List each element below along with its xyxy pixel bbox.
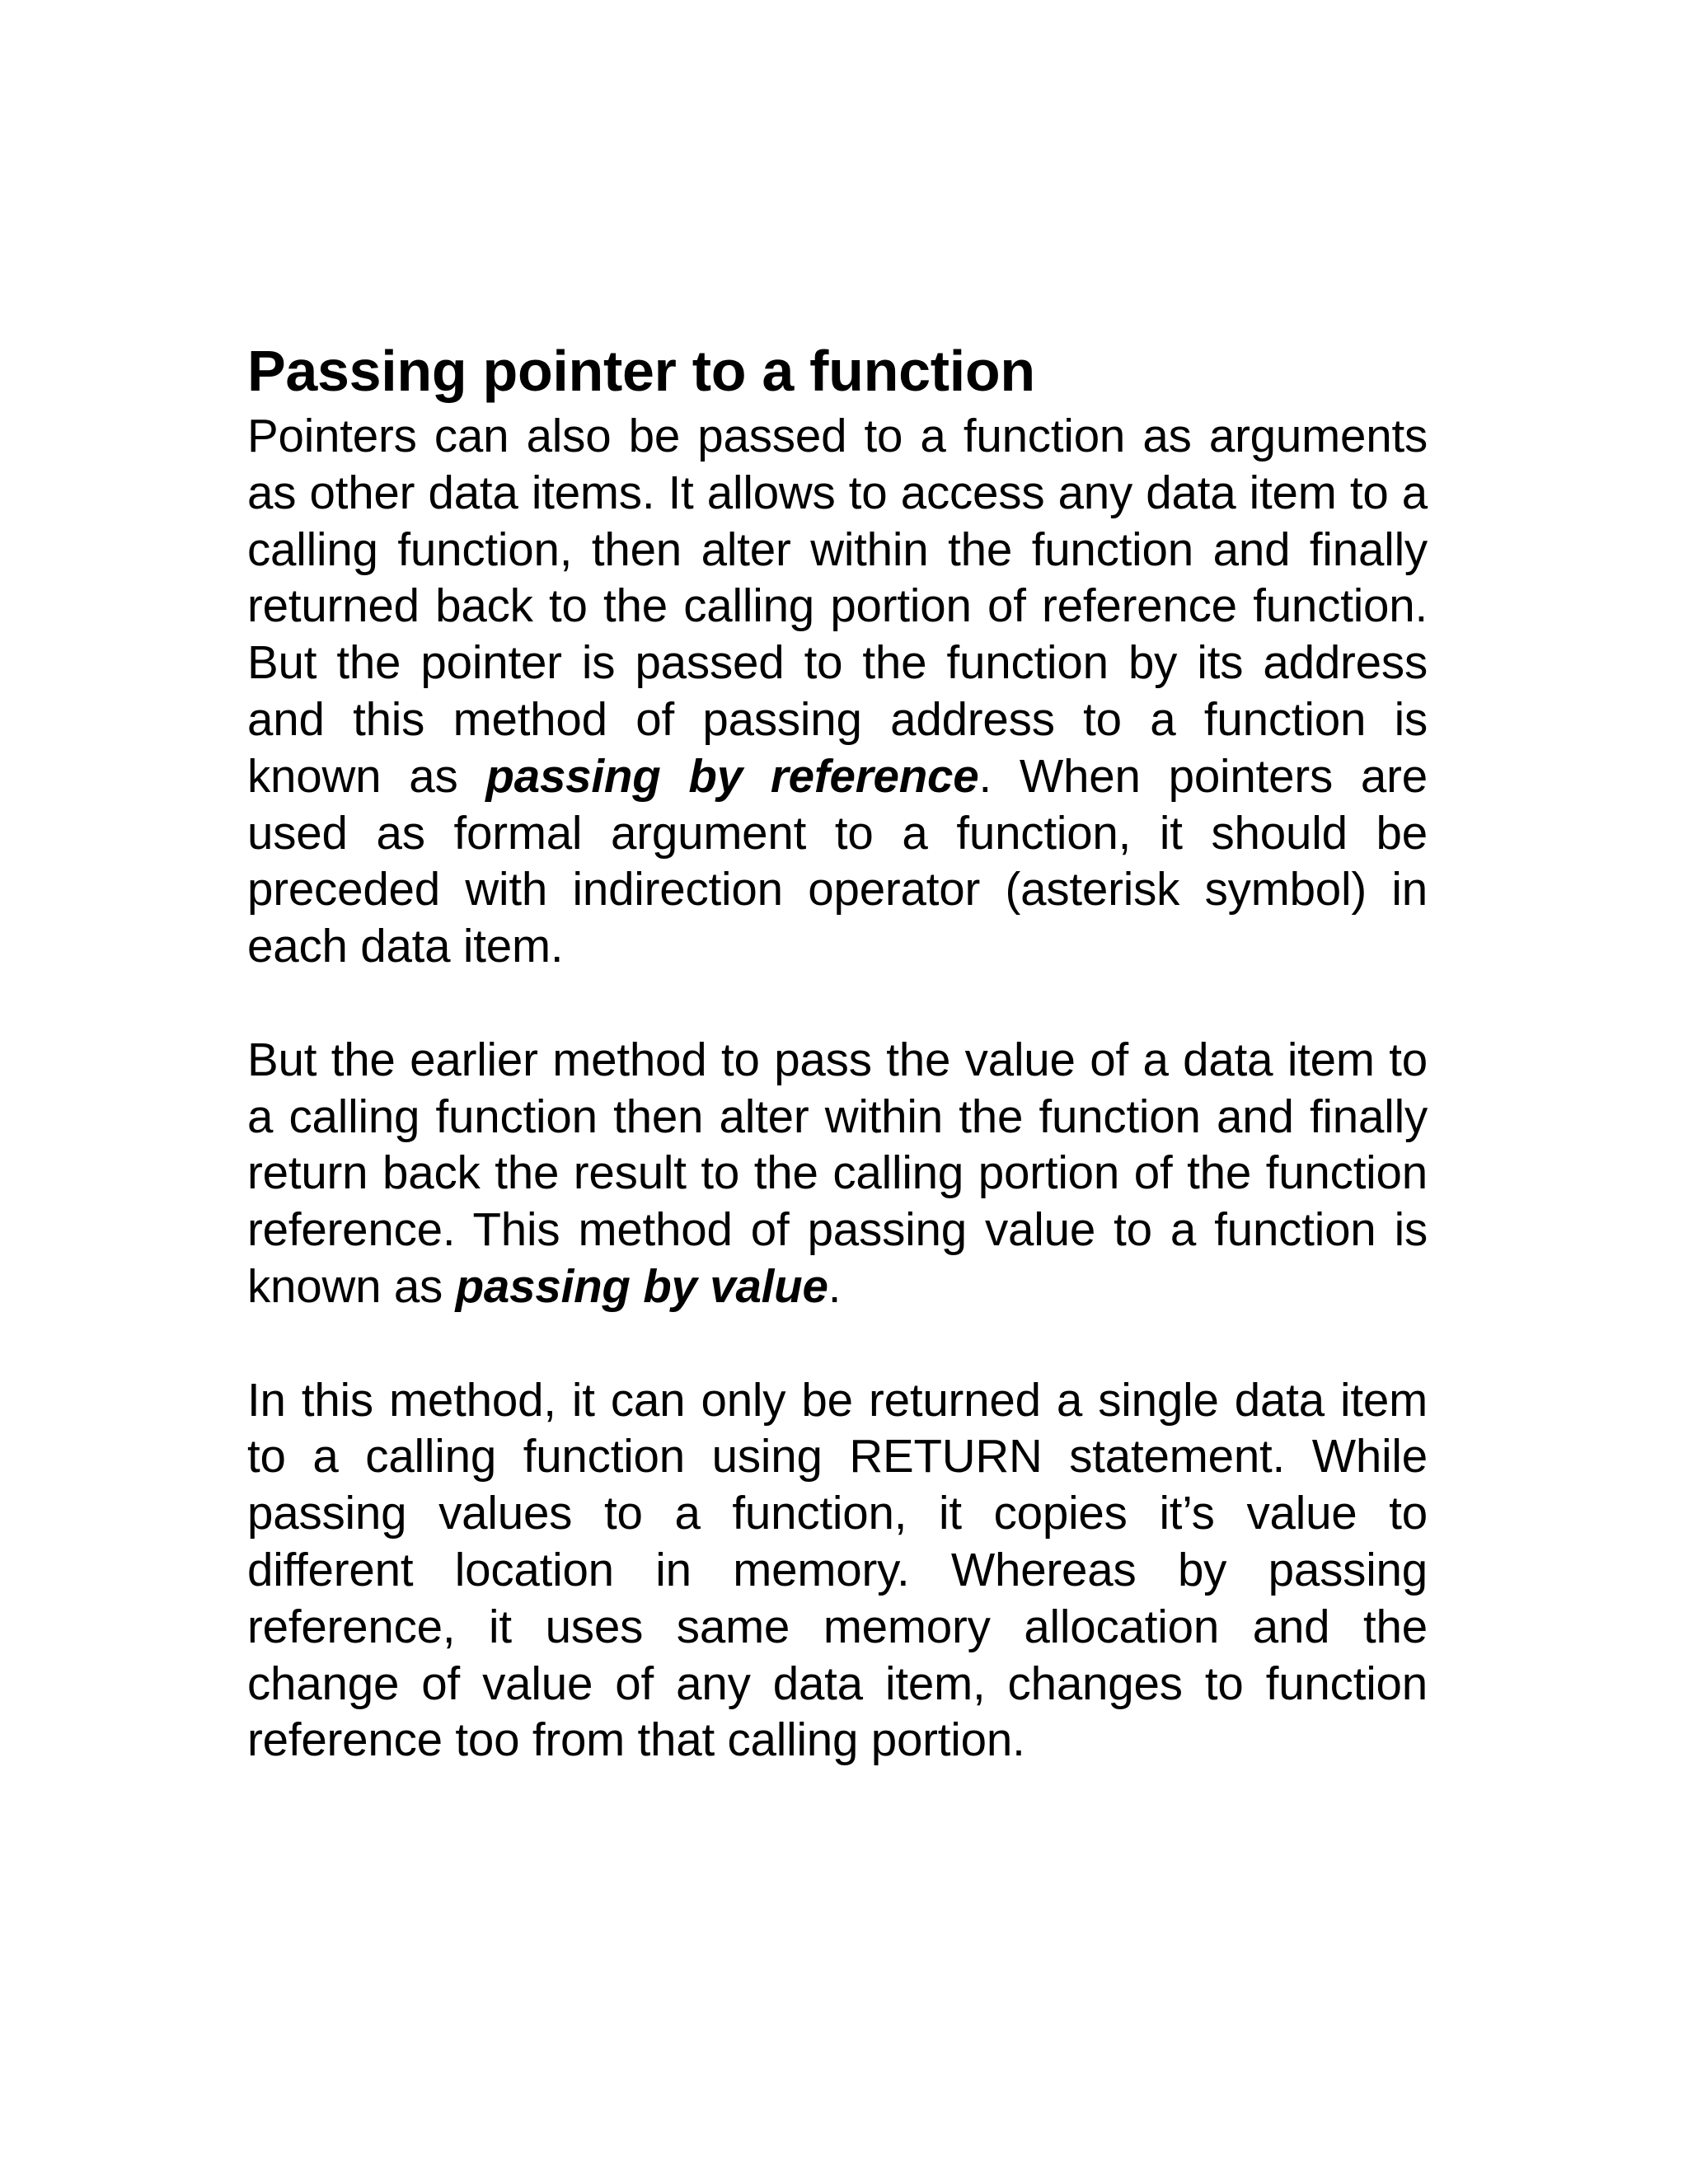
- paragraph-comparison: [247, 1372, 1428, 1769]
- paragraph-text: In this method, it can only be returned a single data item to a calling function using RETURN statement. While passing values to a function, it copies it’s value to different location in memory. Whereas by passing reference, it uses same memory allocation and the change of value of any data item, changes to function reference too from that calling portion.: [247, 1373, 1428, 1766]
- term-passing-by-value: passing by value: [455, 1259, 828, 1312]
- paragraph-text: Pointers can also be passed to a function as arguments as other data items. It allows to access any data item to a calling function, then alter within the function and finally returned back to the calling portion of reference function. But the pointer is passed to the function by its address and this method of passing address to a function is known as: [247, 410, 1428, 802]
- page-title: Passing pointer to a function: [247, 339, 1035, 403]
- paragraph-text: . When pointers are used as formal argument to a function, it should be preceded with indirection operator (asterisk symbol) in each data item.: [247, 749, 1428, 972]
- paragraph-text: .: [828, 1259, 842, 1312]
- paragraph-passing-by-value: [247, 1032, 1428, 1315]
- document-body: [247, 334, 1428, 1769]
- paragraph-text: But the earlier method to pass the value of a data item to a calling function then alter within the function and finally return back the result to the calling portion of the function reference. This method of passing value to a function is known as: [247, 1033, 1428, 1312]
- paragraph-passing-by-reference: [247, 408, 1428, 975]
- term-passing-by-reference: passing by reference: [485, 749, 979, 802]
